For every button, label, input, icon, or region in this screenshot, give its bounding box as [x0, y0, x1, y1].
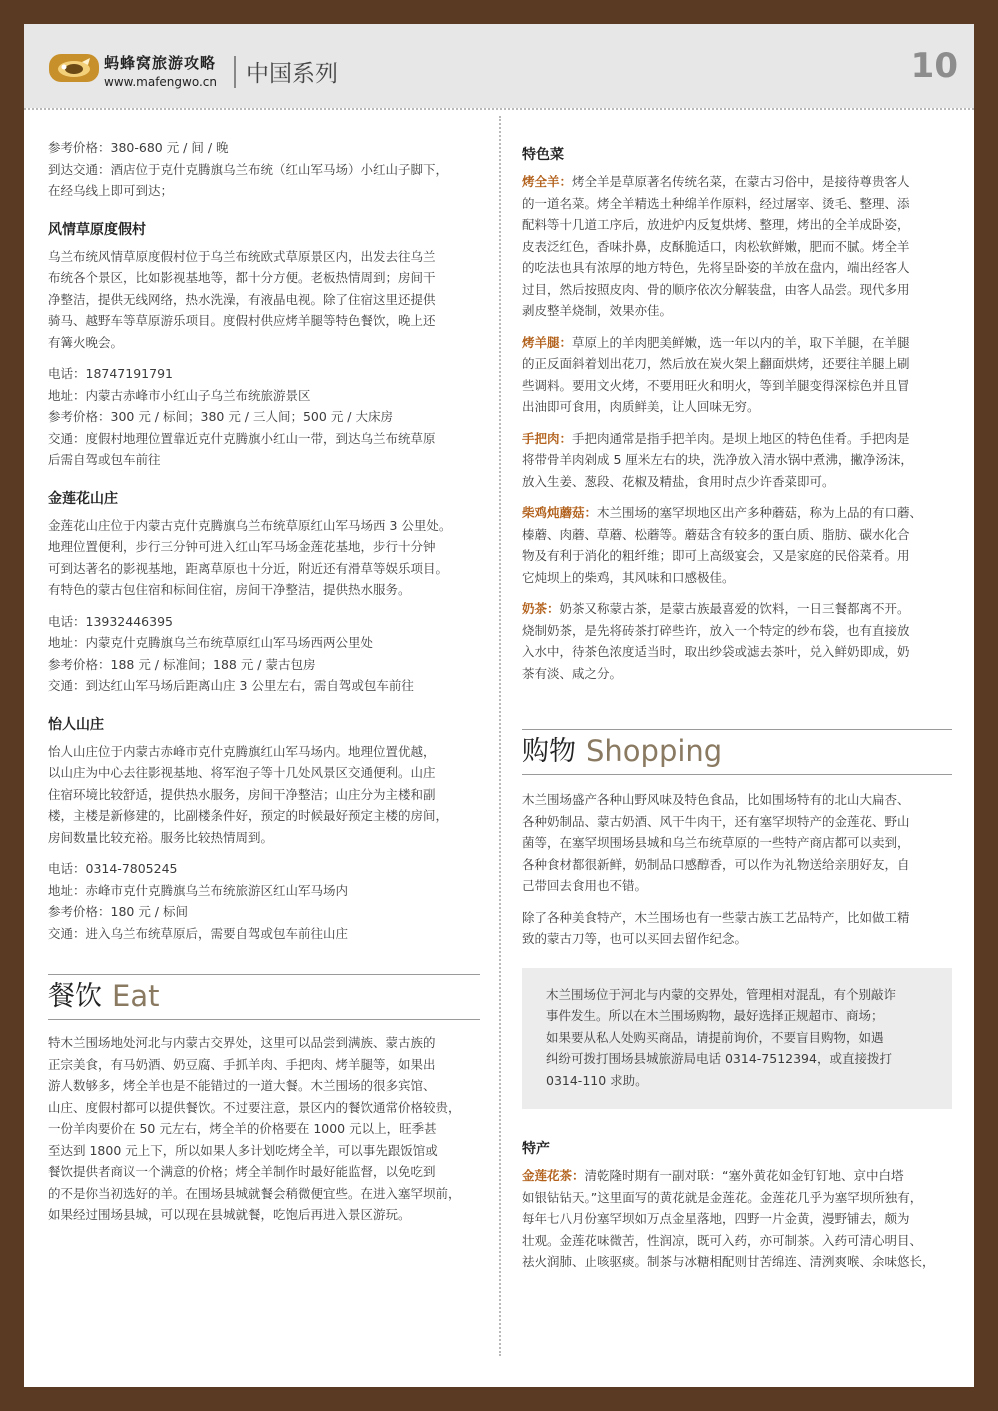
dish-hand-held-meat [522, 428, 952, 493]
text-line: 各种奶制品、蒙古奶酒、风干牛肉干，还有塞罕坝特产的金莲花、野山 [522, 813, 910, 829]
header-separator [234, 56, 236, 88]
dish-roast-whole-lamb [522, 171, 952, 322]
eat-section-title [48, 974, 480, 1020]
phone-line: 电话：13932446395 [48, 613, 173, 629]
column-divider [499, 116, 501, 1356]
transport-line: 后需自驾或包车前往 [48, 452, 161, 467]
text-line: 的正反面斜着划出花刀，然后放在炭火架上翻面烘烤，还要往羊腿上刷 [522, 356, 910, 371]
text-line: 些调料。要用文火烤，不要用旺火和明火，等到羊腿变得深棕色并且冒 [522, 377, 910, 393]
shopping-tip-box [522, 968, 952, 1110]
text-line: 配料等十几道工序后，放进炉内反复烘烤、整理，烤出的全羊成卧姿， [522, 217, 910, 232]
hotel-jinlian [48, 489, 480, 697]
text-line: 一份羊肉要价在 50 元左右，烤全羊的价格要在 1000 元以上，旺季甚 [48, 1121, 437, 1136]
dish-name: 奶茶： [522, 601, 560, 616]
tip-line: 纠纷可拨打围场县城旅游局电话 0314-7512394，或直接拨打 [546, 1051, 892, 1066]
mafengwo-logo-icon [49, 54, 99, 82]
text-line: 己带回去食用也不错。 [522, 878, 648, 893]
text-line: 壮观。金莲花味微苦，性润凉，既可入药，亦可制茶。入药可清心明目、 [522, 1232, 923, 1248]
hotel-title: 金莲花山庄 [48, 490, 118, 507]
text-line: 如果经过围场县城，可以现在县城就餐，吃饱后再进入景区游玩。 [48, 1207, 411, 1222]
text-line: 有特色的蒙古包住宿和标间住宿，房间干净整洁，提供热水服务。 [48, 582, 411, 597]
text-line: 有篝火晚会。 [48, 334, 124, 350]
text-line: 餐饮提供者商议一个满意的价格；烤全羊制作时最好能监督，以免吃到 [48, 1164, 436, 1179]
shopping-section-title [522, 729, 952, 775]
text-line: 金莲花山庄位于内蒙古克什克腾旗乌兰布统草原红山军马场西 3 公里处。 [48, 517, 452, 533]
price-line: 参考价格：180 元 / 标间 [48, 904, 188, 919]
text-line: 骑马、越野车等草原游乐项目。度假村供应烤羊腿等特色餐饮，晚上还 [48, 313, 436, 328]
header-rule [24, 108, 974, 110]
text-line: 将带骨羊肉剁成 5 厘米左右的块，洗净放入清水锅中煮沸，撇净汤沫， [522, 452, 913, 467]
phone-line: 电话：18747191791 [48, 366, 173, 381]
hotel-title: 怡人山庄 [48, 716, 104, 733]
price-line: 参考价格：188 元 / 标准间；188 元 / 蒙古包房 [48, 656, 316, 672]
left-column [48, 137, 480, 1226]
brand-url[interactable]: www.mafengwo.cn [104, 75, 217, 89]
transport-line: 交通：到达红山军马场后距离山庄 3 公里左右，需自驾或包车前往 [48, 678, 414, 693]
dish-text: 草原上的羊肉肥美鲜嫩，选一年以内的羊，取下羊腿，在羊腿 [572, 334, 910, 350]
product-name: 金莲花茶： [522, 1168, 585, 1183]
text-line: 放入生姜、葱段、花椒及精盐，食用时点少许香菜即可。 [522, 473, 835, 489]
transport-line: 到达交通：酒店位于克什克腾旗乌兰布统（红山军马场）小红山子脚下， [48, 161, 449, 177]
dish-text: 木兰围场的塞罕坝地区出产多种蘑菇，称为上品的有口蘑、 [597, 505, 923, 520]
brand-name: 蚂蜂窝旅游攻略 [104, 54, 217, 72]
dish-name: 烤羊腿： [522, 334, 573, 350]
eat-description [48, 1032, 480, 1226]
text-line: 至达到 1800 元上下，所以如果人多计划吃烤全羊，可以事先跟饭馆或 [48, 1142, 438, 1158]
text-line: 剥皮整羊烧制，效果亦佳。 [522, 303, 673, 318]
product-golden-lotus-tea [522, 1165, 952, 1273]
text-line: 皮表泛红色，香味扑鼻，皮酥脆适口，肉松软鲜嫩，肥而不腻。烤全羊 [522, 238, 910, 254]
text-line: 致的蒙古刀等，也可以买回去留作纪念。 [522, 931, 748, 946]
right-column [522, 145, 952, 1273]
text-line: 每年七八月份塞罕坝如万点金星落地，四野一片金黄，漫野铺去，颇为 [522, 1211, 910, 1226]
text-line: 榛蘑、肉蘑、草蘑、松蘑等。蘑菇含有较多的蛋白质、脂肪、碳水化合 [522, 526, 910, 542]
hotel-info-continued [48, 137, 480, 202]
dish-chicken-mushroom-stew [522, 502, 952, 588]
section-title-en: Eat [112, 979, 160, 1014]
dish-text: 奶茶又称蒙古茶，是蒙古族最喜爱的饮料，一日三餐都离不开。 [559, 601, 910, 616]
page-number: 10 [910, 46, 958, 86]
text-line: 特木兰围场地处河北与内蒙古交界处，这里可以品尝到满族、蒙古族的 [48, 1035, 436, 1050]
hotel-yiren [48, 715, 480, 945]
text-line: 入水中，待茶色浓度适当时，取出纱袋或滤去茶叶，兑入鲜奶即成，奶 [522, 644, 910, 659]
text-line: 可到达著名的影视基地，距离草原也十分近，附近还有滑草等娱乐项目。 [48, 560, 449, 576]
tip-line: 如果要从私人处购买商品，请提前询价，不要盲目购物，如遇 [546, 1029, 884, 1045]
text-line: 的一道名菜。烤全羊精选土种绵羊作原料，经过屠宰、烫毛、整理、添 [522, 195, 910, 211]
dish-text: 烤全羊是草原著名传统名菜，在蒙古习俗中，是接待尊贵客人 [572, 174, 910, 189]
dish-name: 烤全羊： [522, 174, 573, 189]
price-line: 参考价格：300 元 / 标间；380 元 / 三人间；500 元 / 大床房 [48, 409, 393, 424]
dish-roast-lamb-leg [522, 332, 952, 418]
series-title: 中国系列 [246, 61, 338, 87]
page-header [24, 24, 974, 108]
text-line: 布统各个景区，比如影视基地等，都十分方便。老板热情周到；房间干 [48, 270, 436, 285]
transport-line: 交通：度假村地理位置靠近克什克腾旗小红山一带，到达乌兰布统草原 [48, 430, 436, 446]
bee-icon [52, 56, 96, 80]
text-line: 游人数够多，烤全羊也是不能错过的一道大餐。木兰围场的很多宾馆、 [48, 1078, 436, 1093]
text-line: 除了各种美食特产，木兰围场也有一些蒙古族工艺品特产，比如做工精 [522, 909, 910, 925]
text-line: 地理位置便利，步行三分钟可进入红山军马场金莲花基地，步行十分钟 [48, 539, 436, 554]
text-line: 净整洁，提供无线网络，热水洗澡，有液晶电视。除了住宿这里还提供 [48, 291, 436, 307]
product-text: 清乾隆时期有一副对联：“塞外黄花如金钉钉地、京中白塔 [584, 1168, 904, 1183]
text-line: 它炖坝上的柴鸡，其风味和口感极佳。 [522, 569, 735, 585]
dish-name: 手把肉： [522, 430, 573, 446]
page [24, 24, 974, 1387]
text-line: 茶有淡、咸之分。 [522, 665, 623, 681]
text-line: 住宿环境比较舒适，提供热水服务，房间干净整洁；山庄分为主楼和副 [48, 786, 436, 802]
section-title-cn: 购物 [522, 736, 576, 768]
tip-line: 木兰围场位于河北与内蒙的交界处，管理相对混乱，有个别敲诈 [546, 986, 897, 1002]
text-line: 以山庄为中心去往影视基地、将军泡子等十几处风景区交通便利。山庄 [48, 765, 436, 780]
text-line: 各种食材都很新鲜，奶制品口感醇香，可以作为礼物送给亲朋好友，自 [522, 856, 910, 872]
text-line: 菌等，在塞罕坝围场县城和乌兰布统草原的一些特产商店都可以卖到， [522, 835, 910, 850]
transport-line: 交通：进入乌兰布统草原后，需要自驾或包车前往山庄 [48, 925, 349, 941]
section-title-cn: 餐饮 [48, 981, 102, 1013]
address-line: 地址：内蒙克什克腾旗乌兰布统草原红山军马场西两公里处 [48, 635, 374, 650]
text-line: 的不是你当初选好的羊。在围场县城就餐会稍微便宜些。在进入塞罕坝前， [48, 1185, 461, 1201]
hotel-fengqing [48, 220, 480, 471]
dish-name: 柴鸡炖蘑菇： [522, 505, 598, 520]
dish-text: 手把肉通常是指手把羊肉。是坝上地区的特色佳肴。手把肉是 [572, 430, 910, 446]
text-line: 房间数量比较充裕。服务比较热情周到。 [48, 829, 274, 845]
text-line: 物及有利于消化的粗纤维；即可上高级宴会，又是家庭的民俗菜肴。用 [522, 548, 910, 563]
tip-line: 事件发生。所以在木兰围场购物，最好选择正规超市、商场； [546, 1008, 884, 1023]
products-title: 特产 [522, 1141, 550, 1157]
address-line: 地址：内蒙古赤峰市小红山子乌兰布统旅游景区 [48, 387, 311, 403]
text-line: 如银钻钻天。”这里面写的黄花就是金莲花。金莲花几乎为塞罕坝所独有， [522, 1189, 923, 1205]
address-line: 地址：赤峰市克什克腾旗乌兰布统旅游区红山军马场内 [48, 882, 349, 898]
price-line: 参考价格：380-680 元 / 间 / 晚 [48, 140, 229, 155]
specialties-title: 特色菜 [522, 147, 564, 163]
text-line: 的吃法也具有浓厚的地方特色，先将呈卧姿的羊放在盘内，端出经客人 [522, 260, 910, 275]
text-line: 乌兰布统风情草原度假村位于乌兰布统欧式草原景区内，出发去往乌兰 [48, 248, 436, 264]
hotel-title: 风情草原度假村 [48, 221, 146, 238]
dish-milk-tea [522, 598, 952, 684]
tip-line: 0314-110 求助。 [546, 1072, 648, 1088]
text-line: 正宗美食，有马奶酒、奶豆腐、手抓羊肉、手把肉、烤羊腿等，如果出 [48, 1056, 436, 1072]
text-line: 出油即可食用，肉质鲜美，让人回味无穷。 [522, 399, 760, 414]
phone-line: 电话：0314-7805245 [48, 861, 178, 876]
text-line: 烧制奶茶，是先将砖茶打碎些许，放入一个特定的纱布袋，也有直接放 [522, 622, 910, 638]
text-line: 怡人山庄位于内蒙古赤峰市克什克腾旗红山军马场内。地理位置优越， [48, 743, 436, 759]
transport-line: 在经乌线上即可到达； [48, 183, 174, 198]
section-title-en: Shopping [586, 734, 723, 769]
text-line: 过目，然后按照皮肉、骨的顺序依次分解装盘，由客人品尝。现代多用 [522, 281, 910, 297]
text-line: 山庄、度假村都可以提供餐饮。不过要注意，景区内的餐饮通常价格较贵， [48, 1099, 461, 1115]
shopping-description [522, 789, 952, 950]
text-line: 木兰围场盛产各种山野风味及特色食品，比如围场特有的北山大扁杏、 [522, 792, 910, 807]
text-line: 祛火润肺、止咳驱痰。制茶与冰糖相配则甘苦绵连、清洌爽喉、余味悠长， [522, 1254, 935, 1269]
text-line: 楼，主楼是新修建的，比副楼条件好，预定的时候最好预定主楼的房间， [48, 808, 449, 823]
